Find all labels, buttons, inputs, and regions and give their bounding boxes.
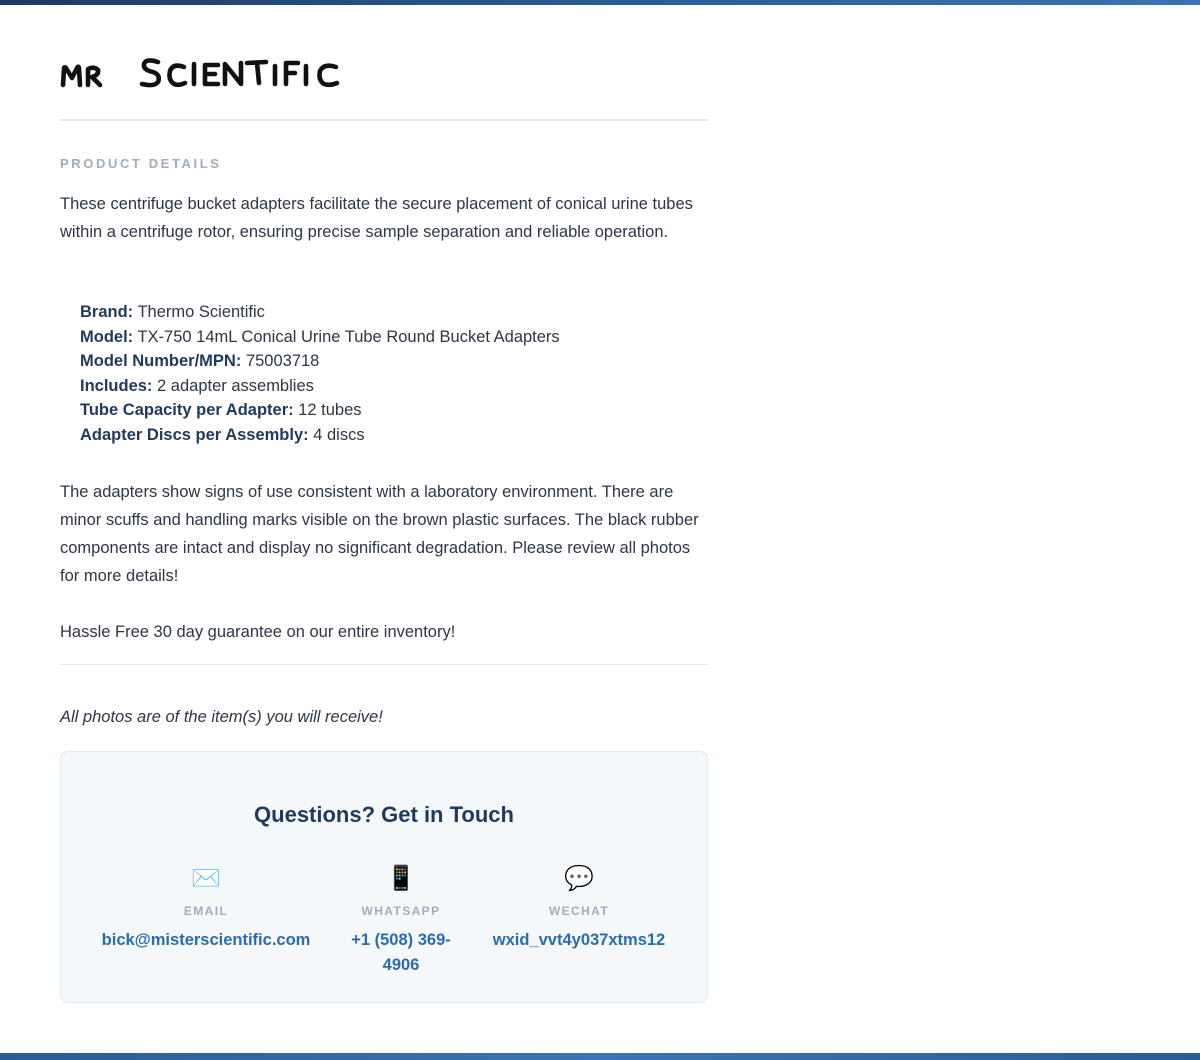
product-intro: These centrifuge bucket adapters facilitate the secure placement of conical urine tubes within a centrifuge rotor, ensuring precise sample separation and reliable operation. [60, 195, 693, 241]
contact-card [60, 751, 708, 1003]
spec-tube-capacity [80, 398, 700, 423]
spec-key: Model: [80, 327, 134, 346]
spec-adapter-discs [80, 423, 700, 448]
photos-note: All photos are of the item(s) you will receive! [60, 708, 383, 726]
section-label: PRODUCT DETAILS [60, 156, 222, 171]
spec-includes [80, 374, 700, 399]
whatsapp-link[interactable]: +1 (508) 369-4906 [351, 931, 451, 974]
spec-model [80, 325, 700, 350]
spec-mpn [80, 349, 700, 374]
top-accent-bar [0, 0, 1200, 5]
contact-wechat-label: WECHAT [548, 904, 610, 918]
contact-whatsapp-label: WHATSAPP [361, 904, 441, 918]
contact-email-label: EMAIL [183, 904, 229, 918]
spec-key: Includes: [80, 376, 153, 395]
spec-value: 75003718 [245, 352, 320, 371]
spec-value: 4 discs [313, 425, 365, 444]
brand-logo-wordmark [60, 50, 380, 96]
contact-email [91, 864, 321, 953]
wechat-id[interactable]: wxid_vvt4y037xtms12 [492, 931, 666, 949]
mobile-phone-icon: 📱 [386, 865, 416, 892]
contact-title: Questions? Get in Touch [254, 802, 514, 827]
spec-value: 2 adapter assemblies [157, 376, 314, 395]
spec-key: Tube Capacity per Adapter: [80, 401, 294, 420]
spec-key: Adapter Discs per Assembly: [80, 425, 309, 444]
contact-wechat [481, 864, 677, 953]
condition-description: The adapters show signs of use consistent with a laboratory environment. There are minor scuffs and handling marks visible on the brown plastic surfaces. The black rubber components are intact and display no significant degradation. Please review all photos for more details! [60, 483, 699, 585]
bottom-accent-bar [0, 1053, 1200, 1060]
brand-logo [60, 50, 380, 96]
spec-value: TX-750 14mL Conical Urine Tube Round Bucket Adapters [137, 327, 560, 346]
spec-value: Thermo Scientific [137, 303, 265, 321]
spec-list [80, 300, 700, 448]
spec-value: 12 tubes [298, 401, 362, 420]
guarantee-text: Hassle Free 30 day guarantee on our entire inventory! [60, 623, 456, 641]
spec-brand [80, 300, 700, 325]
speech-bubble-icon: 💬 [564, 865, 594, 892]
spec-key: Model Number/MPN: [80, 352, 242, 371]
section-divider [60, 664, 708, 665]
spec-key: Brand: [80, 303, 134, 321]
header-divider [60, 119, 708, 121]
contact-whatsapp [351, 864, 451, 978]
envelope-icon: ✉️ [191, 865, 221, 892]
email-link[interactable]: bick@misterscientific.com [101, 931, 311, 949]
